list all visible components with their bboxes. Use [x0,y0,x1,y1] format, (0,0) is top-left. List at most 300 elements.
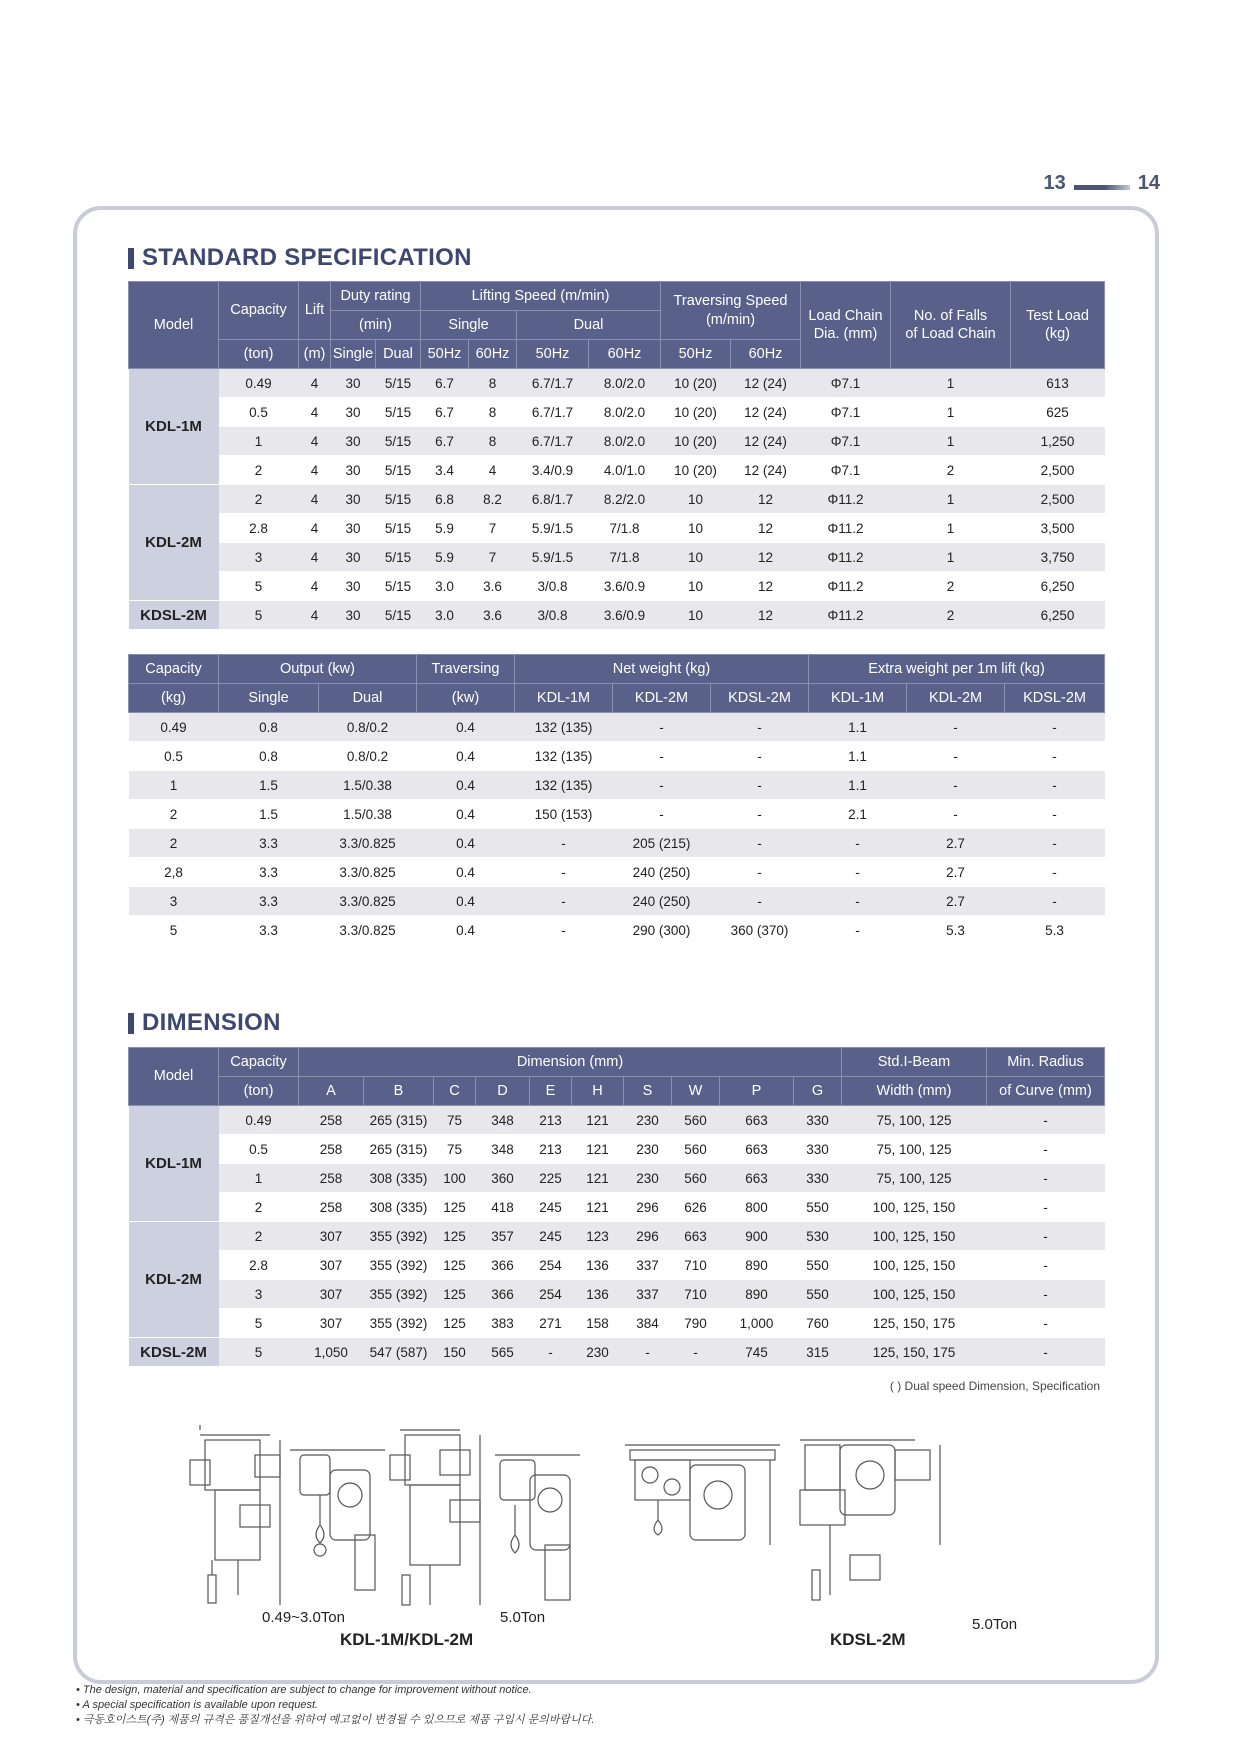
header-model: Model [129,1048,219,1106]
table-cell: 5.9 [421,543,469,572]
table-cell: 3.3 [219,887,319,916]
table-cell: - [1005,713,1105,742]
header-dimension: Dimension (mm) [299,1048,842,1077]
table-cell: - [809,829,907,858]
footer-note: • 극동호이스트(주) 제품의 규격은 품질개선을 위하여 예고없이 변경될 수 있으므로 제품 구입시 문의바랍니다. [76,1714,595,1726]
table-cell: 30 [331,369,376,398]
table-cell: 0.8 [219,742,319,771]
table-cell: 5/15 [376,514,421,543]
table-cell: 0.4 [417,771,515,800]
table-cell: - [987,1222,1105,1251]
table-cell: 7/1.8 [589,514,661,543]
header-dim-col: H [572,1077,624,1106]
header-radius-unit: of Curve (mm) [987,1077,1105,1106]
table-cell: 5/15 [376,398,421,427]
table-cell: 123 [572,1222,624,1251]
table-cell: 348 [476,1106,530,1135]
drawing-caption-small: 0.49~3.0Ton [262,1609,345,1626]
table-cell: 0.4 [417,916,515,945]
spec-row [129,398,1105,427]
table-cell: 1 [891,485,1011,514]
header-dim-col: G [794,1077,842,1106]
footer-notes [76,1683,594,1728]
header-test-load [1011,282,1105,369]
table-cell: 4 [299,398,331,427]
table-cell: 790 [672,1309,720,1338]
table-cell: 290 (300) [613,916,711,945]
table-cell: 240 (250) [613,887,711,916]
table-cell: 355 (392) [364,1222,434,1251]
table-cell: Φ11.2 [801,572,891,601]
table-cell: 1.5/0.38 [319,771,417,800]
table-cell: 383 [476,1309,530,1338]
header-lifting-dual: Dual [517,311,661,340]
table-cell: 663 [672,1222,720,1251]
table-cell: 530 [794,1222,842,1251]
header-hz50: 50Hz [661,340,731,369]
weight-row [129,858,1105,887]
table-cell: 8.0/2.0 [589,427,661,456]
table-cell: 125 [434,1193,476,1222]
table-cell: 5/15 [376,369,421,398]
table-cell: 6.7 [421,398,469,427]
table-cell: 125, 150, 175 [842,1309,987,1338]
table-cell: 3,750 [1011,543,1105,572]
table-cell: 560 [672,1164,720,1193]
table-cell: 12 [731,543,801,572]
header-output-single: Single [219,684,319,713]
table-cell: 0.8/0.2 [319,742,417,771]
table-cell: 3.6 [469,572,517,601]
header-dim-col: W [672,1077,720,1106]
table-cell: 258 [299,1193,364,1222]
table-cell: 100, 125, 150 [842,1222,987,1251]
table-cell: 5/15 [376,427,421,456]
table-cell: 355 (392) [364,1251,434,1280]
table-cell: 5.9/1.5 [517,514,589,543]
table-cell: 258 [299,1135,364,1164]
table-cell: - [711,742,809,771]
drawing-caption-large: 5.0Ton [500,1609,546,1626]
table-cell: - [672,1338,720,1367]
table-cell: - [1005,771,1105,800]
table-cell: 2 [891,601,1011,630]
header-hz60: 60Hz [469,340,517,369]
table-cell: 1.5/0.38 [319,800,417,829]
header-extra-weight: Extra weight per 1m lift (kg) [809,655,1105,684]
table-cell: 3.3/0.825 [319,858,417,887]
table-cell: 1 [891,427,1011,456]
table-cell: 121 [572,1193,624,1222]
table-cell: 258 [299,1164,364,1193]
header-output-dual: Dual [319,684,417,713]
spec-row [129,572,1105,601]
header-chain-label: Load Chain [808,307,883,324]
table-cell: 136 [572,1251,624,1280]
spec-row [129,427,1105,456]
table-cell: 745 [720,1338,794,1367]
table-cell: 12 [731,572,801,601]
table-cell: 230 [624,1164,672,1193]
table-cell: - [987,1193,1105,1222]
table-cell: 6.7 [421,427,469,456]
table-cell: 760 [794,1309,842,1338]
table-cell: 337 [624,1251,672,1280]
table-cell: - [711,800,809,829]
model-cell: KDSL-2M [129,1338,219,1367]
table-cell: 10 [661,485,731,514]
table-cell: - [809,858,907,887]
page-numbers [1044,172,1161,195]
weight-row [129,829,1105,858]
table-cell: 132 (135) [515,742,613,771]
table-cell: 366 [476,1280,530,1309]
table-cell: 8.0/2.0 [589,398,661,427]
table-cell: - [613,771,711,800]
table-cell: 348 [476,1135,530,1164]
model-cell: KDL-1M [129,1106,219,1222]
table-cell: 5.9/1.5 [517,543,589,572]
table-cell: 125 [434,1280,476,1309]
header-hz50: 50Hz [517,340,589,369]
table-cell: Φ11.2 [801,485,891,514]
table-cell: 0.4 [417,800,515,829]
table-cell: 2.7 [907,858,1005,887]
table-cell: 5 [219,1338,299,1367]
table-cell: 75 [434,1135,476,1164]
table-cell: 5 [219,572,299,601]
table-cell: 4 [299,514,331,543]
spec-row [129,601,1105,630]
table-cell: 75, 100, 125 [842,1106,987,1135]
dimension-note: ( ) Dual speed Dimension, Specification [889,1379,1100,1393]
table-cell: 3.4 [421,456,469,485]
table-cell: 30 [331,485,376,514]
spec-row [129,456,1105,485]
footer-note: • The design, material and specification are subject to change for improvement without notice. [76,1684,532,1696]
table-cell: 1.1 [809,771,907,800]
header-hz60: 60Hz [589,340,661,369]
table-cell: 890 [720,1280,794,1309]
table-cell: 5 [129,916,219,945]
table-cell: 4 [299,572,331,601]
table-cell: 418 [476,1193,530,1222]
table-cell: 6.8/1.7 [517,485,589,514]
table-cell: 0.4 [417,887,515,916]
table-cell: 626 [672,1193,720,1222]
table-cell: 5 [219,601,299,630]
table-cell: 271 [530,1309,572,1338]
table-cell: 565 [476,1338,530,1367]
table-cell: 225 [530,1164,572,1193]
header-duty-label: Duty rating [340,287,411,304]
table-cell: 3.3/0.825 [319,887,417,916]
table-cell: - [711,713,809,742]
table-cell: 3 [219,1280,299,1309]
table-cell: - [515,858,613,887]
table-cell: 8 [469,369,517,398]
table-cell: 2.7 [907,829,1005,858]
table-cell: 8.2 [469,485,517,514]
table-cell: 150 [434,1338,476,1367]
table-cell: 265 (315) [364,1106,434,1135]
table-cell: 355 (392) [364,1280,434,1309]
header-dim-col: C [434,1077,476,1106]
table-cell: - [907,800,1005,829]
table-cell: 1,050 [299,1338,364,1367]
dimension-title [128,1009,281,1037]
table-cell: 3.6 [469,601,517,630]
table-cell: 4 [299,369,331,398]
table-cell: Φ7.1 [801,398,891,427]
table-cell: 3.3 [219,829,319,858]
header-lift: Lift [299,282,331,340]
table-cell: 3.3/0.825 [319,829,417,858]
table-cell: 30 [331,514,376,543]
dimension-table [128,1047,1105,1367]
dim-row [129,1135,1105,1164]
table-cell: 125 [434,1309,476,1338]
table-cell: 30 [331,398,376,427]
table-cell: 0.5 [219,1135,299,1164]
table-cell: 307 [299,1222,364,1251]
header-traversing-unit: (kw) [417,684,515,713]
table-cell: 296 [624,1193,672,1222]
table-cell: 3.0 [421,601,469,630]
table-cell: 12 [731,514,801,543]
header-test-label: Test Load [1026,307,1089,324]
table-cell: 613 [1011,369,1105,398]
hoist-drawing-side-small [290,1450,385,1590]
table-cell: 125 [434,1251,476,1280]
table-cell: 136 [572,1280,624,1309]
header-lifting-speed: Lifting Speed (m/min) [421,282,661,311]
header-lifting-single: Single [421,311,517,340]
table-cell: 710 [672,1251,720,1280]
header-hz60: 60Hz [731,340,801,369]
table-cell: 245 [530,1193,572,1222]
table-cell: 1 [219,427,299,456]
header-capacity-unit: (ton) [219,340,299,369]
table-cell: 258 [299,1106,364,1135]
table-cell: - [515,887,613,916]
table-cell: 2,500 [1011,485,1105,514]
standard-spec-body [129,369,1105,630]
table-cell: 625 [1011,398,1105,427]
table-cell: - [711,887,809,916]
header-extra-kdl1m: KDL-1M [809,684,907,713]
header-trav-label: Traversing Speed [673,293,788,310]
header-capacity: Capacity [129,655,219,684]
header-net-weight: Net weight (kg) [515,655,809,684]
table-cell: 663 [720,1135,794,1164]
table-cell: 308 (335) [364,1193,434,1222]
table-cell: 3,500 [1011,514,1105,543]
footer-note: • A special specification is available upon request. [76,1699,319,1711]
weight-row [129,800,1105,829]
table-cell: 75 [434,1106,476,1135]
table-cell: 158 [572,1309,624,1338]
table-cell: 5/15 [376,485,421,514]
header-ibeam: Std.I-Beam [842,1048,987,1077]
table-cell: 213 [530,1106,572,1135]
table-cell: 30 [331,427,376,456]
drawing-label-kdl: KDL-1M/KDL-2M [340,1630,474,1649]
table-cell: 121 [572,1164,624,1193]
dim-row [129,1309,1105,1338]
header-chain-unit: Dia. (mm) [813,326,878,342]
table-cell: 5.3 [1005,916,1105,945]
table-cell: 12 (24) [731,369,801,398]
model-cell: KDL-2M [129,485,219,601]
table-cell: 5.3 [907,916,1005,945]
table-cell: - [1005,829,1105,858]
table-cell: 1,250 [1011,427,1105,456]
table-cell: - [987,1135,1105,1164]
page-number-right: 14 [1137,172,1160,194]
table-cell: 330 [794,1164,842,1193]
header-duty-unit: (min) [331,311,421,340]
table-cell: - [987,1164,1105,1193]
table-cell: 125, 150, 175 [842,1338,987,1367]
table-cell: 2.8 [219,1251,299,1280]
dim-row [129,1193,1105,1222]
table-cell: 7 [469,514,517,543]
table-cell: 8.0/2.0 [589,369,661,398]
table-cell: 1.1 [809,713,907,742]
model-cell: KDSL-2M [129,601,219,630]
table-cell: 100, 125, 150 [842,1251,987,1280]
table-cell: 2,500 [1011,456,1105,485]
table-cell: 2 [219,1222,299,1251]
table-cell: 4 [299,601,331,630]
header-duty [331,282,421,311]
table-cell: 121 [572,1106,624,1135]
table-cell: 1 [891,398,1011,427]
title-marker [128,1013,134,1034]
table-cell: 663 [720,1106,794,1135]
dim-row [129,1106,1105,1135]
table-cell: 308 (335) [364,1164,434,1193]
table-cell: 0.8/0.2 [319,713,417,742]
table-cell: - [624,1338,672,1367]
table-cell: 150 (153) [515,800,613,829]
table-cell: 0.8 [219,713,319,742]
table-cell: - [515,916,613,945]
header-load-chain [801,282,891,369]
header-falls [891,282,1011,369]
table-cell: 307 [299,1280,364,1309]
table-cell: 0.4 [417,713,515,742]
table-cell: Φ7.1 [801,427,891,456]
standard-spec-table [128,281,1105,630]
table-cell: 800 [720,1193,794,1222]
weight-table [128,654,1105,945]
hoist-line-drawings [180,1395,1060,1645]
page-number-divider [1074,185,1130,190]
table-cell: 100, 125, 150 [842,1193,987,1222]
table-cell: 4.0/1.0 [589,456,661,485]
table-cell: 1 [891,543,1011,572]
table-cell: 205 (215) [613,829,711,858]
weight-row [129,771,1105,800]
table-cell: - [987,1309,1105,1338]
table-cell: 3.4/0.9 [517,456,589,485]
weight-row [129,916,1105,945]
header-duty-dual: Dual [376,340,421,369]
table-cell: 30 [331,572,376,601]
table-cell: 100, 125, 150 [842,1280,987,1309]
weight-table-body [129,713,1105,945]
header-capacity-unit: (kg) [129,684,219,713]
table-cell: 240 (250) [613,858,711,887]
header-trav-unit: (m/min) [705,311,756,328]
table-cell: - [907,742,1005,771]
table-cell: 4 [299,427,331,456]
table-cell: - [809,887,907,916]
weight-row [129,887,1105,916]
header-output: Output (kw) [219,655,417,684]
table-cell: 3.3 [219,858,319,887]
table-cell: - [1005,742,1105,771]
table-cell: 10 (20) [661,456,731,485]
table-cell: 30 [331,601,376,630]
table-cell: 360 [476,1164,530,1193]
kdsl-drawing-front [625,1445,780,1545]
table-cell: Φ11.2 [801,514,891,543]
table-cell: 2.8 [219,514,299,543]
model-cell: KDL-2M [129,1222,219,1338]
header-dim-col: A [299,1077,364,1106]
dimension-title-text: DIMENSION [142,1009,281,1036]
header-dim-col: E [530,1077,572,1106]
hoist-drawings [180,1395,1060,1649]
table-cell: 1 [219,1164,299,1193]
table-cell: 265 (315) [364,1135,434,1164]
spec-row [129,485,1105,514]
standard-spec-title [128,244,472,272]
table-cell: 10 [661,543,731,572]
page-number-left: 13 [1043,172,1066,194]
dim-row [129,1164,1105,1193]
table-cell: 384 [624,1309,672,1338]
header-falls-unit: of Load Chain [905,326,996,342]
header-dim-col: S [624,1077,672,1106]
header-test-unit: (kg) [1045,326,1070,342]
header-net-kdl2m: KDL-2M [613,684,711,713]
table-cell: 0.5 [129,742,219,771]
table-cell: 0.49 [219,1106,299,1135]
spec-row [129,543,1105,572]
table-cell: 7/1.8 [589,543,661,572]
header-ibeam-unit: Width (mm) [842,1077,987,1106]
table-cell: 10 (20) [661,427,731,456]
table-cell: 3.3 [219,916,319,945]
table-cell: Φ11.2 [801,543,891,572]
table-cell: 1.1 [809,742,907,771]
table-cell: 6,250 [1011,572,1105,601]
table-cell: 12 (24) [731,427,801,456]
table-cell: 75, 100, 125 [842,1164,987,1193]
header-traversing-speed [661,282,801,340]
table-cell: 3 [129,887,219,916]
header-capacity: Capacity [219,1048,299,1077]
title-marker [128,248,134,269]
header-capacity: Capacity [219,282,299,340]
table-cell: 0.49 [219,369,299,398]
table-cell: - [809,916,907,945]
table-cell: 12 (24) [731,398,801,427]
